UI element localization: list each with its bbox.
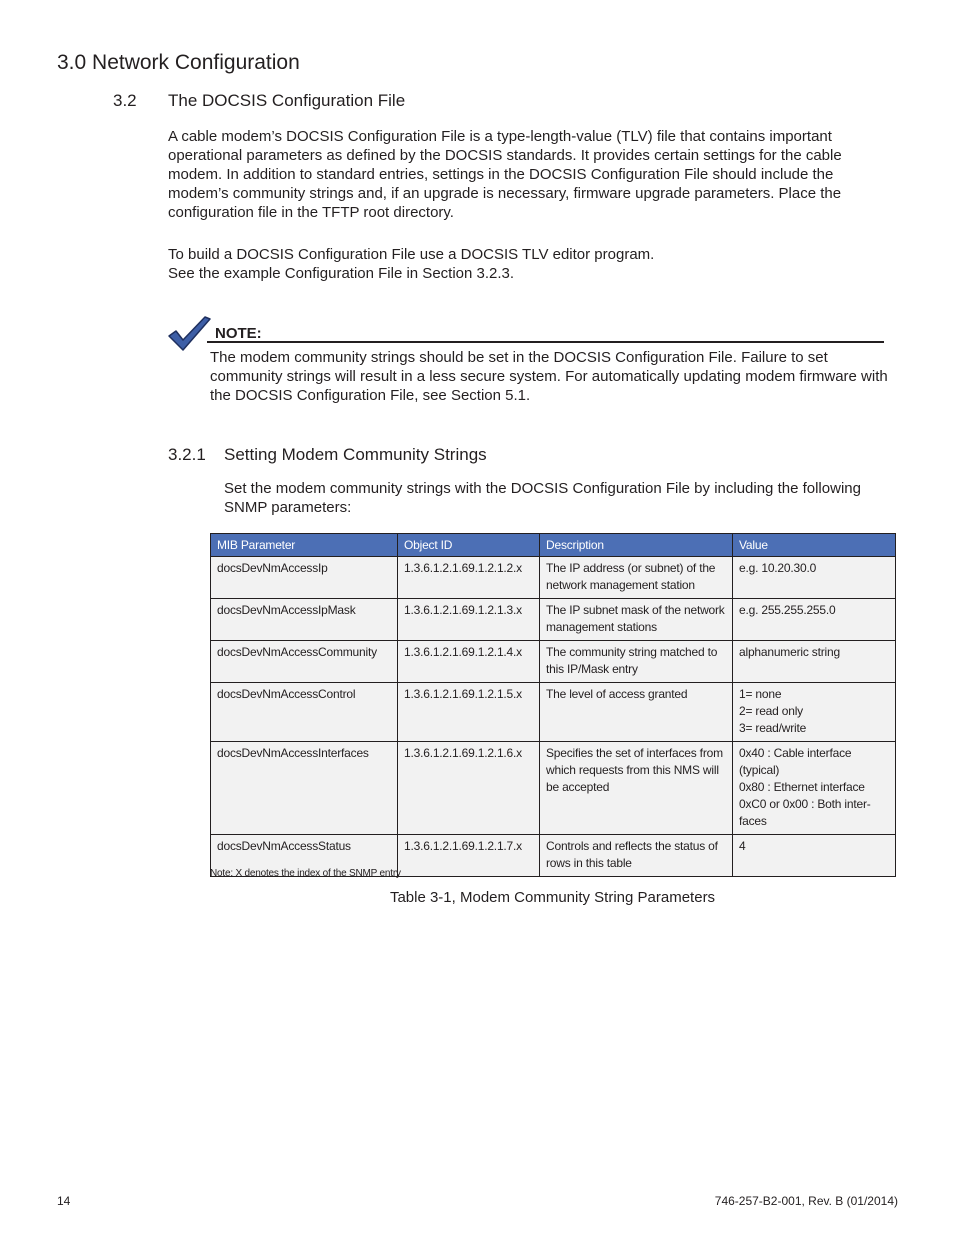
cell-object-id: 1.3.6.1.2.1.69.1.2.1.4.x: [398, 641, 540, 683]
cell-object-id: 1.3.6.1.2.1.69.1.2.1.7.x: [398, 835, 540, 877]
cell-value: alphanumeric string: [733, 641, 896, 683]
table-row: [211, 742, 896, 835]
header-description: Description: [540, 534, 733, 557]
subsection-heading: [113, 91, 405, 111]
cell-value: 4: [733, 835, 896, 877]
document-id: 746-257-B2-001, Rev. B (01/2014): [714, 1194, 898, 1208]
cell-mib-parameter: docsDevNmAccessControl: [211, 683, 398, 742]
subsection-number: 3.2: [113, 91, 137, 110]
cell-object-id: 1.3.6.1.2.1.69.1.2.1.6.x: [398, 742, 540, 835]
cell-mib-parameter: docsDevNmAccessIpMask: [211, 599, 398, 641]
header-object-id: Object ID: [398, 534, 540, 557]
header-value: Value: [733, 534, 896, 557]
table-row: [211, 641, 896, 683]
cell-mib-parameter: docsDevNmAccessCommunity: [211, 641, 398, 683]
table-row: [211, 599, 896, 641]
note-text: The modem community strings should be set in the DOCSIS Configuration File. Failure to set community strings will result in a less secure system. For automatically updating modem firmware with the DOCSIS Configuration File, see Section 5.1.: [210, 349, 888, 404]
cell-mib-parameter: docsDevNmAccessIp: [211, 557, 398, 599]
cell-description: Controls and reflects the status of rows in this table: [540, 835, 733, 877]
table-row: [211, 557, 896, 599]
intro-paragraph: A cable modem’s DOCSIS Configuration File is a type-length-value (TLV) file that contains important operational parameters as defined by the DOCSIS standards. It provides certain settings for the cable modem. In addition to standard entries, settings in the DOCSIS Configuration File should include the modem’s community strings and, if an upgrade is necessary, firmware upgrade parameters. Place the configuration file in the TFTP root directory.: [168, 128, 842, 221]
cell-description: The IP address (or subnet) of the network management station: [540, 557, 733, 599]
table-note: Note: X denotes the index of the SNMP entry: [210, 868, 401, 879]
subsubsection-paragraph: Set the modem community strings with the DOCSIS Configuration File by including the following SNMP parameters:: [224, 480, 861, 516]
cell-object-id: 1.3.6.1.2.1.69.1.2.1.5.x: [398, 683, 540, 742]
cell-description: The community string matched to this IP/Mask entry: [540, 641, 733, 683]
cell-mib-parameter: docsDevNmAccessInterfaces: [211, 742, 398, 835]
table-caption: Table 3-1, Modem Community String Parameters: [389, 889, 716, 906]
cell-value: e.g. 10.20.30.0: [733, 557, 896, 599]
cell-object-id: 1.3.6.1.2.1.69.1.2.1.3.x: [398, 599, 540, 641]
build-line: See the example Configuration File in Section 3.2.3.: [168, 265, 515, 282]
table-header-row: [211, 534, 896, 557]
checkmark-icon: [166, 314, 212, 354]
note-label: NOTE:: [215, 325, 262, 342]
subsubsection-number: 3.2.1: [168, 445, 206, 464]
subsubsection-heading: [168, 445, 487, 465]
cell-description: The level of access granted: [540, 683, 733, 742]
note-divider: [207, 341, 884, 343]
cell-value: 0x40 : Cable interface (typical) 0x80 : Ethernet interface 0xC0 or 0x00 : Both inter-faces: [733, 742, 896, 835]
header-mib-parameter: MIB Parameter: [211, 534, 398, 557]
cell-description: The IP subnet mask of the network management stations: [540, 599, 733, 641]
subsection-title: The DOCSIS Configuration File: [168, 91, 406, 110]
table-row: [211, 683, 896, 742]
cell-description: Specifies the set of interfaces from which requests from this NMS will be accepted: [540, 742, 733, 835]
build-line: To build a DOCSIS Configuration File use a DOCSIS TLV editor program.: [168, 246, 655, 263]
cell-object-id: 1.3.6.1.2.1.69.1.2.1.2.x: [398, 557, 540, 599]
subsubsection-title: Setting Modem Community Strings: [224, 445, 487, 464]
cell-value: 1= none 2= read only 3= read/write: [733, 683, 896, 742]
mib-parameter-table: [210, 533, 896, 877]
cell-mib-parameter: docsDevNmAccessStatus: [211, 835, 398, 877]
section-heading: 3.0 Network Configuration: [57, 51, 300, 74]
build-instructions: [168, 245, 880, 283]
cell-value: e.g. 255.255.255.0: [733, 599, 896, 641]
page-number: 14: [57, 1194, 71, 1208]
